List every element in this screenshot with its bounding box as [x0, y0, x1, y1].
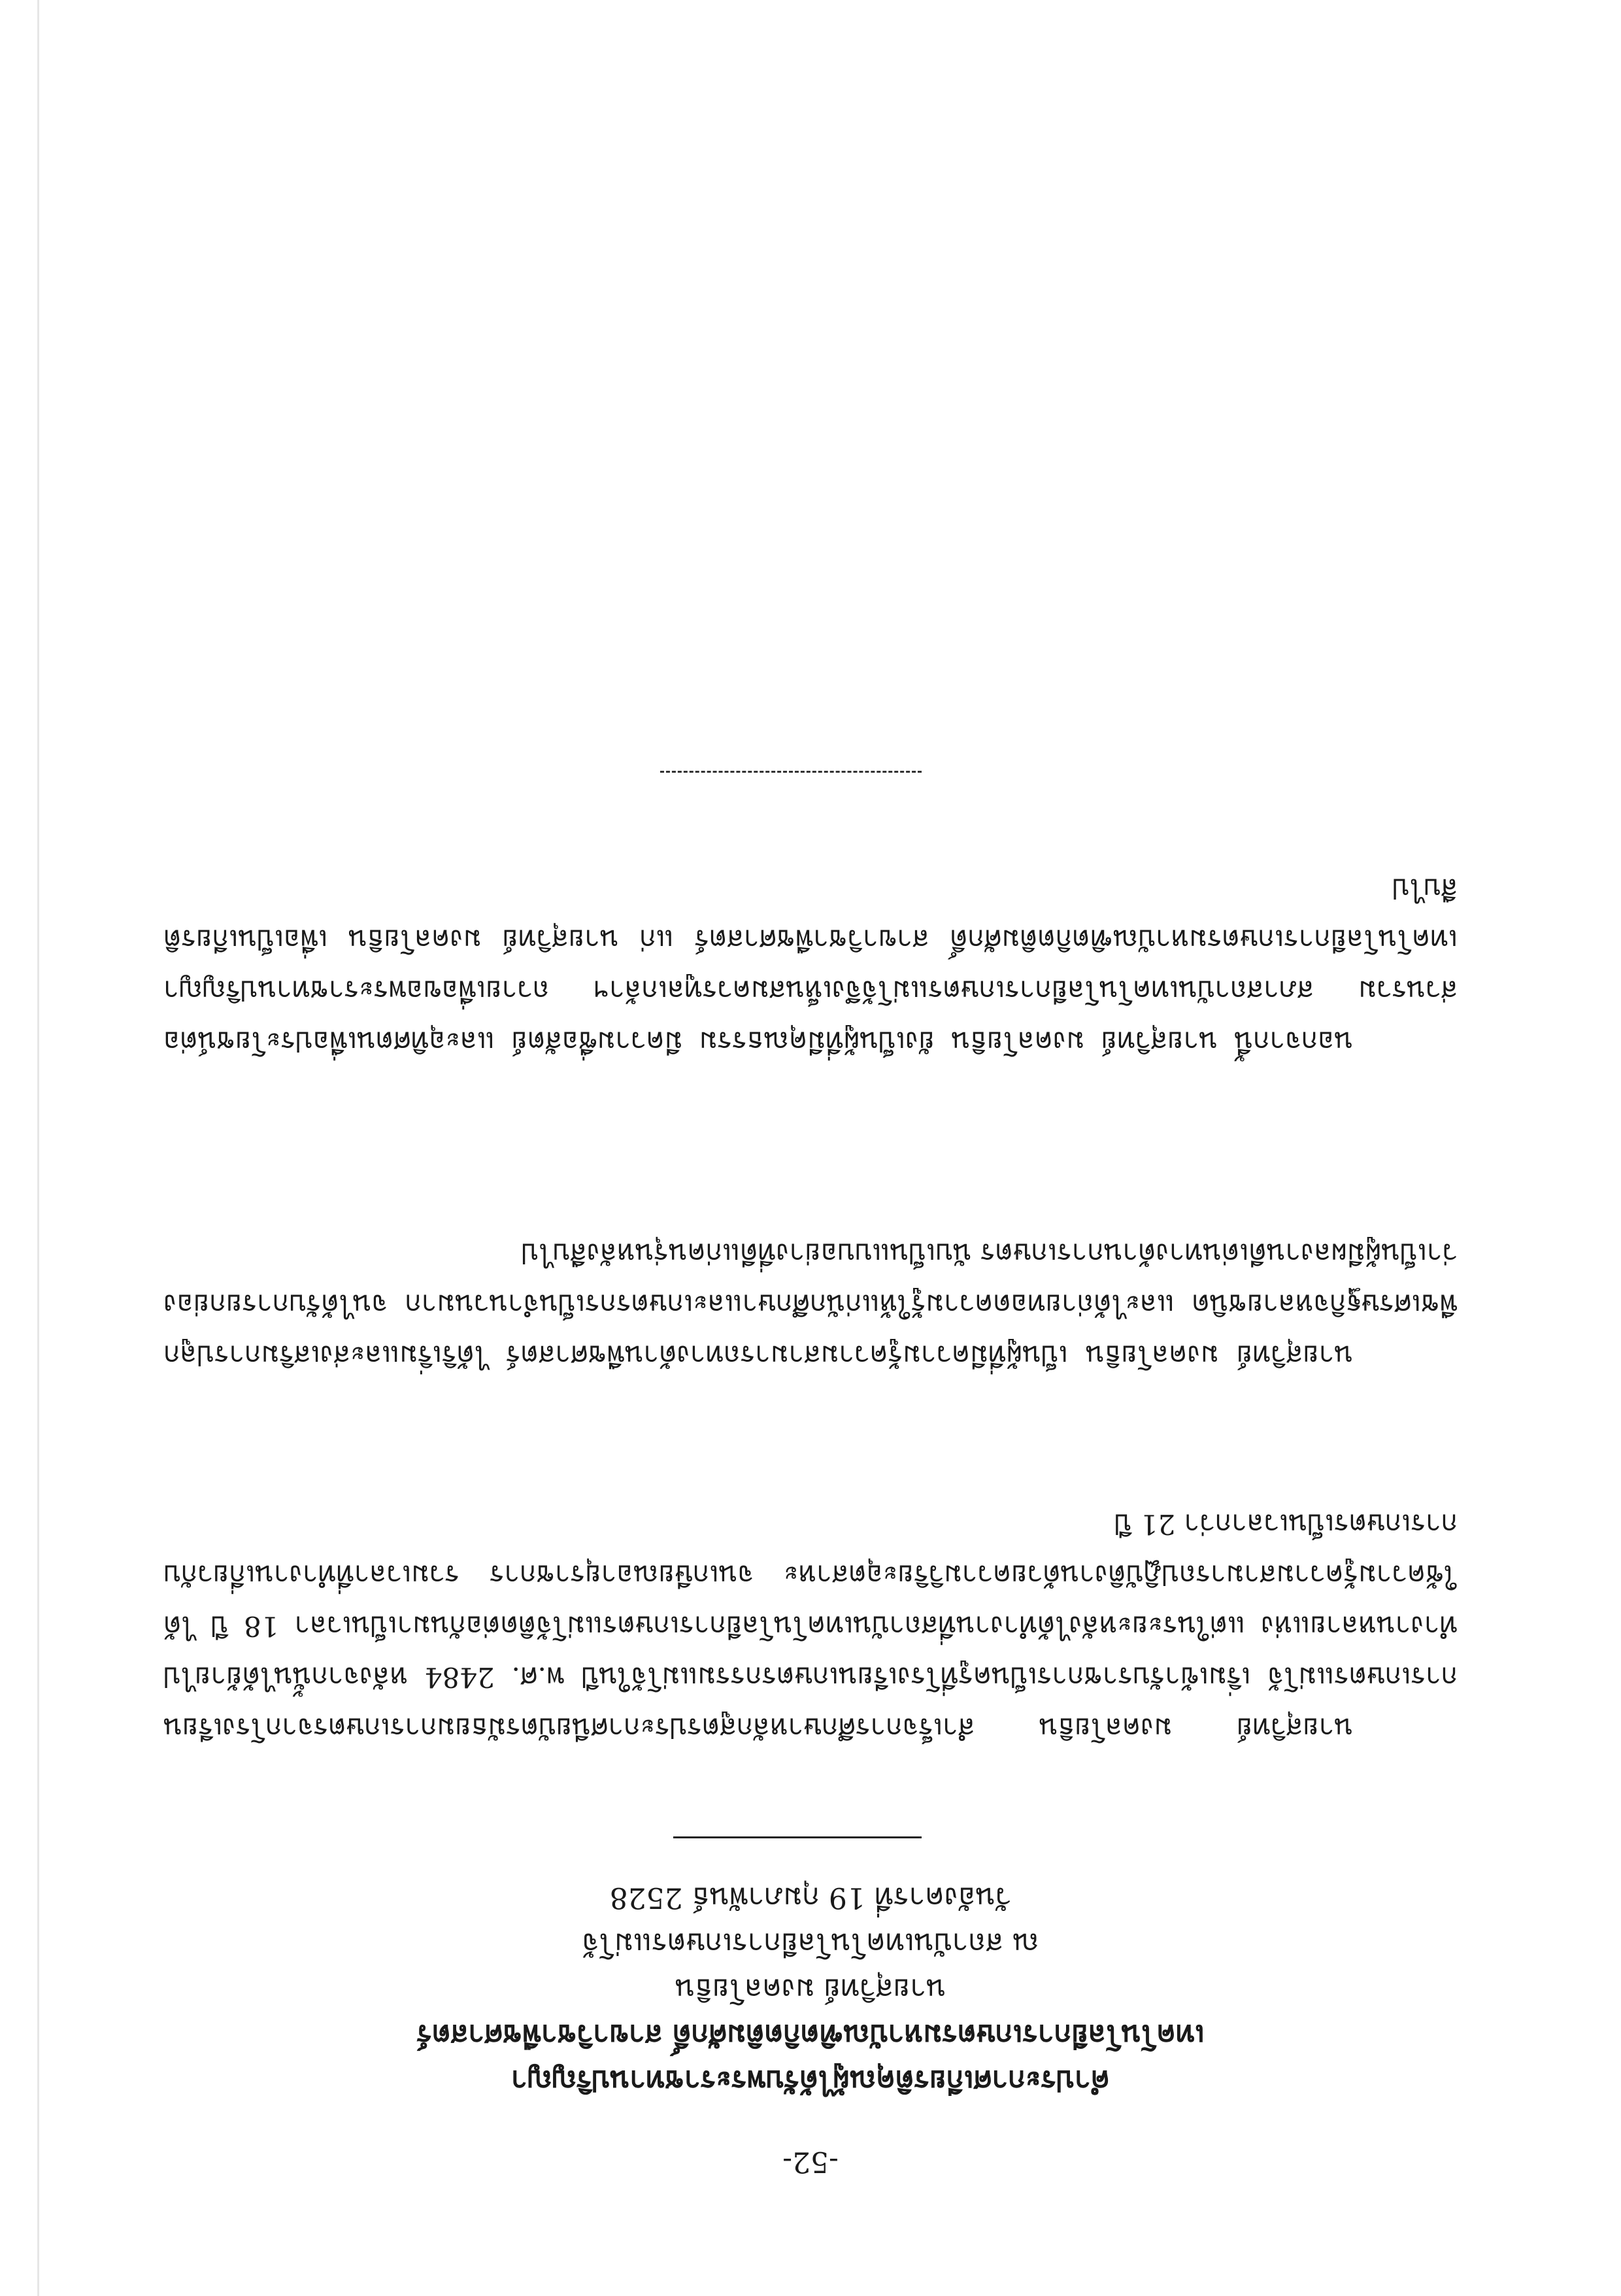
paragraph-3-block: [163, 863, 1458, 1067]
paragraph-3: นอกจากนี้ นายสุวิทย์ มงคลโยธิน ยังเป็นผู้ที่มีคุณธรรม มีความซื่อสัตย์ และอุทิศตนเพื่อประโยชน์ต่อส่วนรวม สภาสถาบันเทคโนโลยีการเกษตรแม่โจ้จึงเห็นสมควรทูลเกล้าฯ ถวายเพื่อขอพระราชทานปริญญาเทคโนโลยีการเกษตรมหาบัณฑิตกิตติมศักดิ์ สาขาวิชาพืชศาสตร์ แก่ นายสุวิทย์ มงคลโยธิน เพื่อเป็นเกียรติสืบไป: [163, 873, 1458, 1058]
page-number: -52-: [782, 2145, 839, 2178]
paragraph-1: นายสุวิทย์ มงคลโยธิน สำเร็จการศึกษาหลักสูตรประกาศนียบัตรมัธยมการเกษตรจากโรงเรียนการเกษตรแม่โจ้ เริ่มเข้ารับราชการเป็นครูที่โรงเรียนเกษตรกรรมแม่โจ้ในปี พ.ศ. 2484 หลังจากนั้นได้ย้ายไปทำงานหลายแห่ง แต่ในระยะหลังได้ทำงานที่สถาบันเทคโนโลยีการเกษตรแม่โจ้ติดต่อกันมาเป็นเวลา 18 ปี ได้ใช้ความรู้ความสามารถปฏิบัติงานด้วยความวิริยะอุตสาหะ จนเกษียณอายุราชการ รวมเวลาที่ทำงานเกี่ยวกับการเกษตรเป็นเวลากว่า 21 ปี: [163, 1508, 1458, 1744]
paragraph-1-block: [163, 1498, 1458, 1753]
header-divider: [673, 1836, 922, 1838]
title-line-1: คำประกาศเกียรติคุณผู้ได้รับพระราชทานปริญญา: [510, 2064, 1111, 2097]
title-line-2: เทคโนโลยีการเกษตรมหาบัณฑิตกิตติมศักดิ์ สาขาวิชาพืชศาสตร์: [416, 2018, 1205, 2051]
ceremony-date: วันอังคารที่ 19 กุมภาพันธ์ 2528: [609, 1881, 1012, 1914]
end-divider: [660, 771, 922, 773]
scan-edge: [37, 0, 39, 2296]
institution-name: ณ สถาบันเทคโนโลยีการเกษตรแม่โจ้: [582, 1927, 1039, 1960]
recipient-name: นายสุวิทย์ มงคลโยธิน: [675, 1972, 946, 2006]
paragraph-2: นายสุวิทย์ มงคลโยธิน เป็นผู้ที่มีความรู้ความสามารถทางด้านพืชศาสตร์ ได้ริเริ่มและส่งเสริมการปลูกพืชเศรษฐกิจหลายชนิด และได้ถ่ายทอดความรู้ให้แก่นักศึกษาและเกษตรกรเป็นจำนวนมาก จนได้รับการยกย่องว่าเป็นผู้มีผลงานดีเด่นทางด้านการเกษตร นับเป็นแบบอย่างที่ดีแก่คนรุ่นหลังสืบไป: [163, 1238, 1458, 1372]
paragraph-2-block: [163, 1228, 1458, 1381]
